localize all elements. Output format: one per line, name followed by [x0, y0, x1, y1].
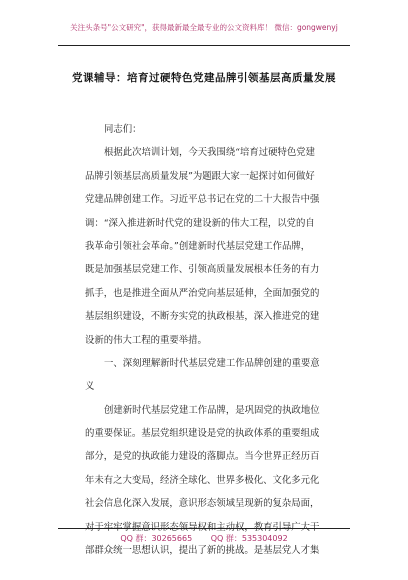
body-line: 抓手，也是推进全面从严治党向基层延伸，全面加强党的 [85, 287, 320, 299]
body-line: 既是加强基层党建工作、引领高质量发展根本任务的有力 [85, 264, 320, 276]
body-line: 社会信息化深入发展，意识形态领域呈现新的复杂局面， [85, 498, 320, 510]
document-body [85, 118, 347, 562]
footer-qq-group-2: QQ 群：535304092 [210, 534, 288, 543]
body-line: 的重要保证。基层党组织建设是党的执政体系的重要组成 [85, 428, 320, 440]
body-line: 部群众统一思想认识，提出了新的挑战。是基层党人才集 [85, 545, 320, 557]
body-line: 一、深刻理解新时代基层党建工作品牌创建的重要意 [104, 357, 320, 369]
body-line: 义 [85, 381, 95, 393]
body-line: 年未有之大变局，经济全球化、世界多极化、文化多元化 [85, 474, 320, 486]
footer-qq-group-1: QQ 群：30265665 [120, 534, 193, 543]
body-line: 根据此次培训计划，今天我围绕“培育过硬特色党建 [104, 147, 316, 159]
body-line: 设新的伟大工程的重要举措。 [85, 334, 207, 346]
footer-divider [58, 528, 350, 529]
body-line: 调：“深入推进新时代党的建设新的伟大工程，以党的自 [85, 217, 315, 229]
header-banner: 关注头条号"公文研究"，获得最新最全最专业的公文资料库！ 微信：gongwenyj [70, 23, 338, 32]
footer [0, 533, 408, 544]
body-line: 部分，是党的执政能力建设的落脚点。当今世界正经历百 [85, 451, 320, 463]
body-line: 我革命引领社会革命。”创建新时代基层党建工作品牌， [85, 240, 311, 252]
body-line: 基层组织建设，不断夯实党的执政根基，深入推进党的建 [85, 311, 320, 323]
body-line: 党建品牌创建工作。习近平总书记在党的二十大报告中强 [85, 194, 320, 206]
body-line: 对于牢牢掌握意识形态领导权和主动权，教育引导广大干 [85, 521, 320, 533]
body-line: 创建新时代基层党建工作品牌，是巩固党的执政地位 [104, 404, 320, 416]
document-title: 党课辅导：培育过硬特色党建品牌引领基层高质量发展 [72, 72, 336, 84]
body-line: 同志们： [104, 124, 142, 135]
header-divider [58, 45, 350, 46]
body-line: 品牌引领基层高质量发展”为题跟大家一起探讨如何做好 [85, 170, 315, 182]
